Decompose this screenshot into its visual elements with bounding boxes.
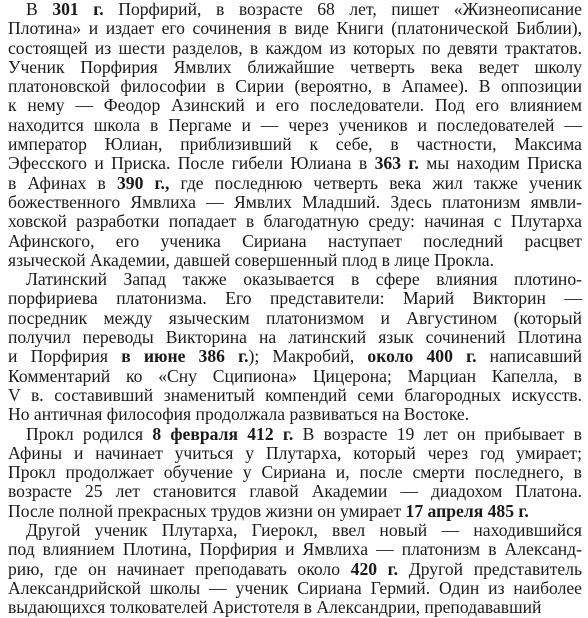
text-segment: порфириева платонизма. Его представители: Марий Викторин — — [8, 288, 582, 309]
text-segment: находится школа в Пергаме и — через учеников и последователей — — [8, 114, 582, 135]
bold-date: 420 г. — [350, 558, 399, 579]
bold-date: в июне 386 г. — [121, 346, 249, 367]
text-line — [8, 502, 582, 521]
bold-date: около 400 г. — [367, 346, 477, 367]
text-line — [8, 579, 582, 598]
text-segment: получил переводы Викторина на латинский язык сочинений Плотина — [8, 327, 582, 348]
text-line — [8, 598, 582, 617]
text-line — [8, 540, 582, 559]
text-line — [8, 232, 582, 251]
text-segment: и Порфирия — [8, 346, 122, 367]
text-line — [8, 135, 582, 154]
text-line — [8, 212, 582, 231]
text-line — [8, 386, 582, 405]
text-line — [8, 463, 582, 482]
text-segment: император Юлиан, приблизивший к себе, в частности, Максима — [8, 134, 582, 155]
paragraph — [8, 425, 582, 521]
text-segment: посредник между языческим платонизмом и Августином (который — [8, 307, 582, 328]
paragraph — [8, 270, 582, 424]
text-segment: в Афинах в — [8, 172, 117, 193]
bold-date: 301 г. — [52, 0, 104, 19]
text-line — [8, 405, 582, 424]
text-line — [8, 560, 582, 579]
text-segment: В возрасте 19 лет он прибывает в — [293, 423, 582, 444]
text-segment: возрасте 25 лет становится главой Академии — диадохом Платона. — [8, 481, 582, 502]
text-line — [8, 39, 582, 58]
text-segment: к нему — Феодор Азинский и его последователи. Под его влиянием — [8, 95, 582, 116]
text-segment: языческой Академии, давшей совершенный плод в лице Прокла. — [8, 249, 495, 270]
text-segment: ); Макробий, — [248, 346, 368, 367]
text-segment: Ученик Порфирия Ямвлих ближайшие четверть века ведет школу — [8, 56, 582, 77]
text-line — [8, 444, 582, 463]
text-segment: мы находим Приска — [418, 153, 582, 174]
text-line — [8, 251, 582, 270]
text-segment: под влиянием Плотина, Порфирия и Ямвлиха — платонизм в Александ- — [8, 539, 582, 560]
text-line — [8, 425, 582, 444]
text-line — [8, 96, 582, 115]
text-line — [8, 77, 582, 96]
text-line — [8, 521, 582, 540]
text-segment: Афинского, его ученика Сириана наступает последний расцвет — [8, 230, 582, 251]
text-segment: Плотина» и издает его сочинения в виде Книги (платонической Библии), — [8, 18, 582, 39]
text-segment: ховской разработки попадает в благодатную среду: начиная с Плутарха — [8, 211, 582, 232]
text-segment: После полной прекрасных трудов жизни он умирает — [8, 500, 406, 521]
text-line — [8, 116, 582, 135]
text-segment: В — [26, 0, 53, 19]
text-segment: рию, где он начинает преподавать около — [8, 558, 351, 579]
text-segment: где последнюю четверть века жил также ученик — [169, 172, 582, 193]
text-segment: Прокл родился — [26, 423, 153, 444]
text-segment: выдающихся толкователей Аристотеля в Александрии, преподававший — [8, 597, 542, 618]
text-segment: Комментарий ко «Сну Сципиона» Цицерона; Марциан Капелла, в — [8, 365, 582, 386]
document-page — [8, 0, 582, 618]
text-segment: Александрийской школы — ученик Сириана Гермий. Один из наиболее — [8, 577, 582, 598]
text-segment: состоящей из шести разделов, в каждом из которых по девяти трактатов. — [8, 37, 582, 58]
bold-date: 8 февраля 412 г. — [152, 423, 294, 444]
text-line — [8, 154, 582, 173]
text-line — [8, 0, 582, 19]
text-line — [8, 347, 582, 366]
text-line — [8, 270, 582, 289]
text-segment: Латинский Запад также оказывается в сфере влияния плотино- — [26, 269, 582, 290]
text-line — [8, 58, 582, 77]
text-line — [8, 289, 582, 308]
text-line — [8, 367, 582, 386]
paragraph — [8, 0, 582, 270]
bold-date: 363 г. — [374, 153, 419, 174]
text-segment: платоновской философии в Сирии (вероятно, в Апамее). В оппозиции — [8, 76, 582, 97]
text-segment: написавший — [476, 346, 582, 367]
text-line — [8, 19, 582, 38]
text-segment: Порфирий, в возрасте 68 лет, пишет «Жизнеописание — [103, 0, 582, 19]
text-line — [8, 193, 582, 212]
text-line — [8, 309, 582, 328]
text-segment: Прокл продолжает обучение у Сириана и, после смерти последнего, в — [8, 462, 582, 483]
text-segment: Афины и начинает учиться у Плутарха, который через год умирает; — [8, 442, 582, 463]
text-line — [8, 328, 582, 347]
text-segment: Но античная философия продолжала развиваться на Востоке. — [8, 404, 470, 425]
text-segment: божественного Ямвлиха — Ямвлих Младший. Здесь платонизм ямвли- — [8, 191, 582, 212]
paragraph — [8, 521, 582, 617]
text-segment: Эфесского и Приска. После гибели Юлиана в — [8, 153, 375, 174]
text-segment: Другой ученик Плутарха, Гиерокл, ввел новый — находившийся — [26, 520, 582, 541]
bold-date: 390 г., — [116, 172, 170, 193]
text-line — [8, 174, 582, 193]
bold-date: 17 апреля 485 г. — [405, 500, 529, 521]
text-segment: Другой представитель — [398, 558, 582, 579]
text-line — [8, 482, 582, 501]
text-segment: V в. составивший знаменитый компендий семи благородных искусств. — [8, 384, 582, 405]
